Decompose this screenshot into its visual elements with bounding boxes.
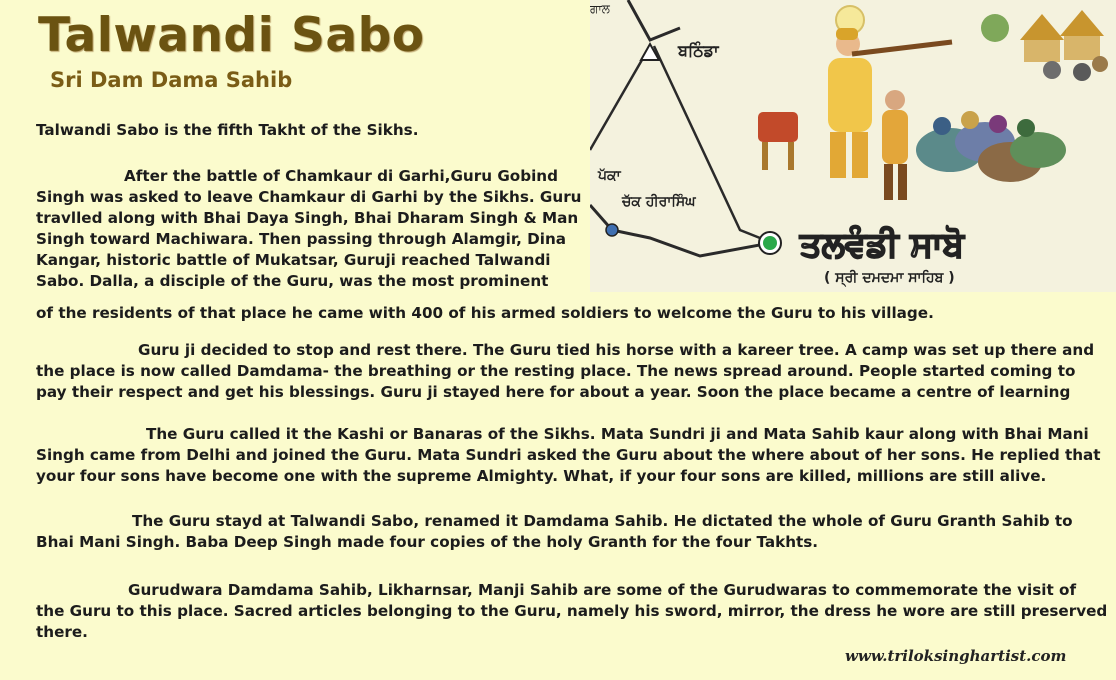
map-label-chak: ਚੱਕ ਹੀਰਾਸਿੰਘ — [622, 194, 696, 210]
website-link[interactable]: www.triloksinghartist.com — [845, 647, 1067, 665]
damdama-paragraph: Guru ji decided to stop and rest there. The Guru tied his horse with a kareer tree. A camp was set up there and the place is now called Damdama- the breathing or the resting place. The news spread around. People started coming to pay their respect and get his blessings. Guru ji stayed here for about a year. Soon the place became a centre of learning — [36, 341, 1095, 401]
map-label-bathinda: ਬਠਿੰਡਾ — [678, 41, 719, 60]
kashi-paragraph: The Guru called it the Kashi or Banaras of the Sikhs. Mata Sundri ji and Mata Sahib kaur along with Bhai Mani Singh came from Delhi and joined the Guru. Mata Sundri asked the Guru about the where about of her sons. He replied that your four sons have become one with the supreme Almighty. What, if your four sons are killed, millions are still alive. — [36, 425, 1101, 485]
page-title: Talwandi Sabo — [38, 8, 425, 63]
gurudwaras-paragraph: Gurudwara Damdama Sahib, Likharnsar, Manji Sahib are some of the Gurudwaras to commemorate the visit of the Guru to this place. Sacred articles belonging to the Guru, namely his sword, mirror, the dress he wore are still preserved there. — [36, 581, 1108, 641]
granth-paragraph: The Guru stayd at Talwandi Sabo, renamed it Damdama Sahib. He dictated the whole of Guru Granth Sahib to Bhai Mani Singh. Baba Deep Singh made four copies of the holy Granth for the four Takhts. — [36, 512, 1073, 551]
map-label-top: ਗਾਲ — [590, 2, 610, 16]
history-paragraph: After the battle of Chamkaur di Garhi,Guru Gobind Singh was asked to leave Chamkaur di Garhi by the Sikhs. Guru travlled along with Bhai Daya Singh, Bhai Dharam Singh & Man Singh toward Machiwara. Then passing through Alamgir, Dina Kangar, historic battle of Mukatsar, Guruji reached Talwandi Sabo. Dalla, a disciple of the Guru, was the most prominent — [36, 167, 582, 290]
page-subtitle: Sri Dam Dama Sahib — [50, 68, 293, 92]
map-label-talwandi: ਤਲਵੰਡੀ ਸਾਬੋ — [800, 225, 964, 265]
map-illustration — [590, 0, 1116, 292]
map-drawing — [590, 0, 1116, 292]
map-label-pakka: ਪੱਕਾ — [598, 168, 621, 184]
history-paragraph-continued: of the residents of that place he came with 400 of his armed soldiers to welcome the Guru to his village. — [36, 304, 934, 322]
intro-paragraph: Talwandi Sabo is the fifth Takht of the Sikhs. — [36, 121, 419, 139]
map-label-damdama: ( ਸ੍ਰੀ ਦਮਦਮਾ ਸਾਹਿਬ ) — [824, 270, 955, 286]
